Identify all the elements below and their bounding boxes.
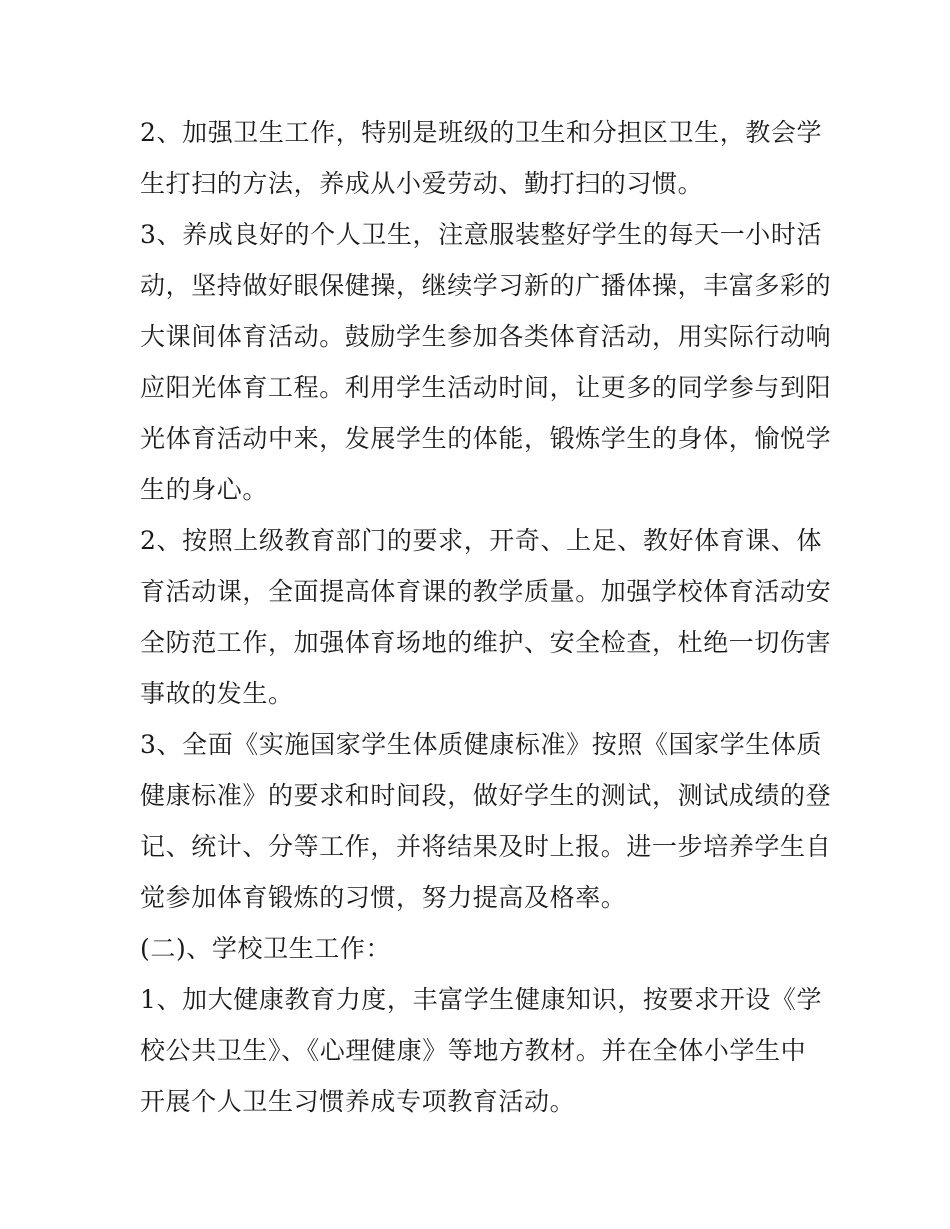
text-line: 大课间体育活动。鼓励学生参加各类体育活动，用实际行动响 [140, 322, 832, 351]
text-line: 校公共卫生》、《心理健康》等地方教材。并在全体小学生中 [140, 1036, 807, 1065]
text-line: 1、加大健康教育力度，丰富学生健康知识，按要求开设《学 [140, 985, 823, 1014]
document-body [140, 107, 832, 1127]
text-line: 动，坚持做好眼保健操，继续学习新的广播体操，丰富多彩的 [140, 271, 832, 300]
text-line: 2、加强卫生工作，特别是班级的卫生和分担区卫生，教会学 [140, 118, 823, 147]
text-line: 光体育活动中来，发展学生的体能，锻炼学生的身体，愉悦学 [140, 424, 832, 453]
text-line: 健康标准》的要求和时间段，做好学生的测试，测试成绩的登 [140, 781, 832, 810]
text-line: 生的身心。 [140, 475, 269, 504]
section-heading: (二)、学校卫生工作： [140, 934, 392, 963]
text-line: 生打扫的方法，养成从小爱劳动、勤打扫的习惯。 [140, 169, 704, 198]
text-line: 记、统计、分等工作，并将结果及时上报。进一步培养学生自 [140, 832, 832, 861]
text-line: 3、养成良好的个人卫生，注意服装整好学生的每天一小时活 [140, 220, 823, 249]
text-line: 全防范工作，加强体育场地的维护、安全检查，杜绝一切伤害 [140, 628, 832, 657]
text-line: 觉参加体育锻炼的习惯，努力提高及格率。 [140, 883, 627, 912]
text-line: 育活动课，全面提高体育课的教学质量。加强学校体育活动安 [140, 577, 832, 606]
text-line: 开展个人卫生习惯养成专项教育活动。 [140, 1087, 576, 1116]
text-line: 2、按照上级教育部门的要求，开奇、上足、教好体育课、体 [140, 526, 823, 555]
text-line: 事故的发生。 [140, 679, 294, 708]
text-line: 3、全面《实施国家学生体质健康标准》按照《国家学生体质 [140, 730, 823, 759]
text-line: 应阳光体育工程。利用学生活动时间，让更多的同学参与到阳 [140, 373, 832, 402]
